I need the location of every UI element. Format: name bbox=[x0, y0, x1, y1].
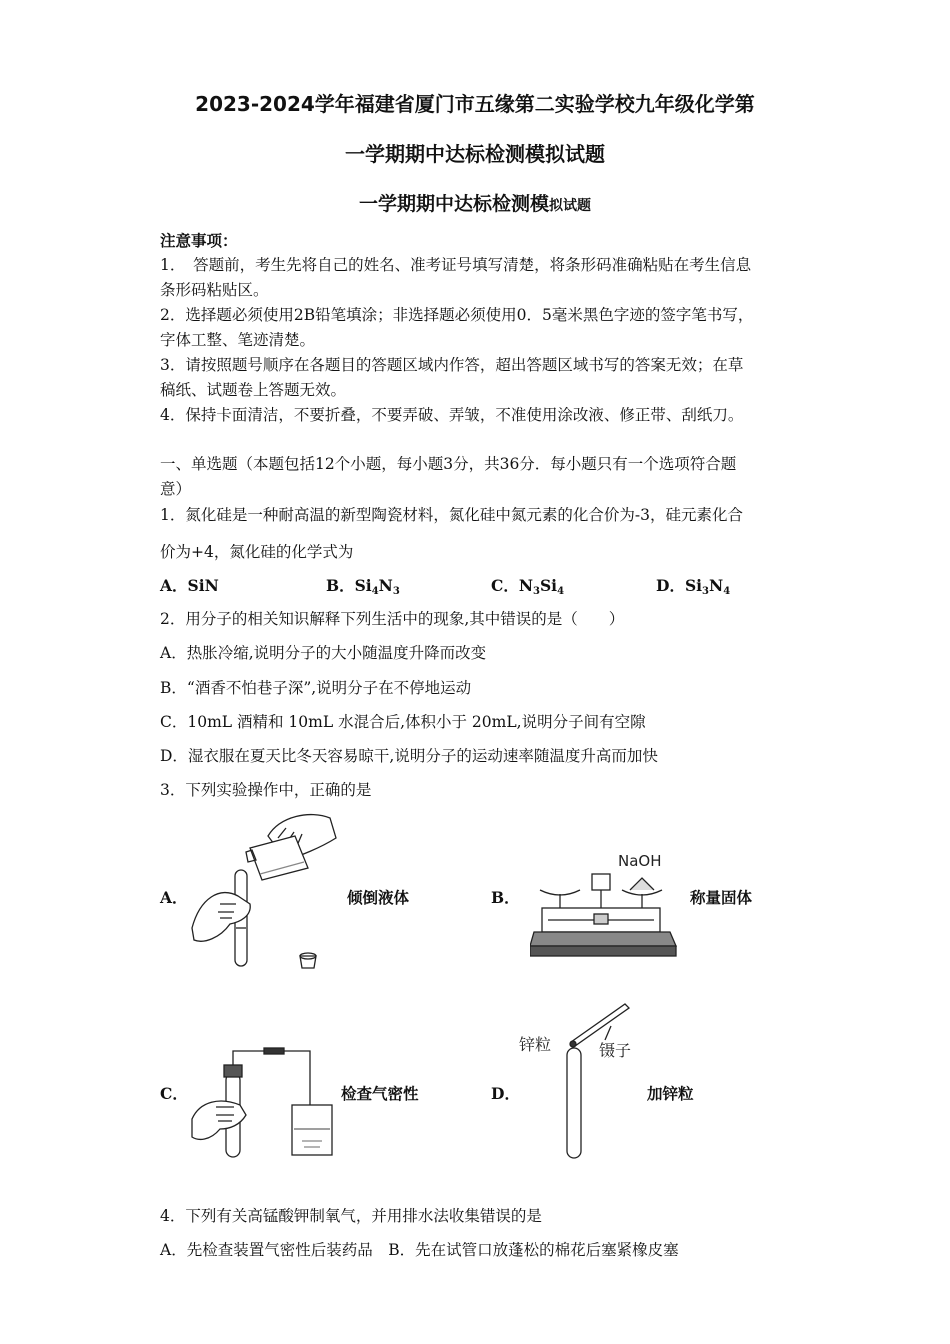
notice-heading: 注意事项： bbox=[160, 231, 238, 250]
notice-item: 稿纸、试题卷上答题无效。 bbox=[160, 381, 347, 399]
naoh-label: NaOH bbox=[618, 852, 662, 870]
q1-b-sub1: 4 bbox=[371, 586, 379, 597]
notice-item: 2．选择题必须使用2B铅笔填涂；非选择题必须使用0．5毫米黑色字迹的签字笔书写， bbox=[160, 306, 754, 324]
q1-stem-cont: 价为+4，氮化硅的化学式为 bbox=[160, 543, 354, 561]
section-heading-cont: 意） bbox=[160, 480, 192, 498]
q1-b-pre: Si bbox=[354, 576, 372, 595]
q3-b-label: B． bbox=[491, 888, 520, 907]
q3-a-label: A． bbox=[160, 888, 188, 907]
balance-figure bbox=[530, 850, 680, 968]
q1-d-sub1: 3 bbox=[702, 586, 710, 597]
tweezers-label: 镊子 bbox=[599, 1041, 632, 1060]
q2-option-d: D．湿衣服在夏天比冬天容易晾干,说明分子的运动速率随温度升高而加快 bbox=[160, 747, 658, 765]
q1-option-b-label: B． bbox=[326, 576, 355, 595]
title-line3-main: 一学期期中达标检测模 bbox=[358, 193, 549, 215]
q2-option-a: A．热胀冷缩,说明分子的大小随温度升降而改变 bbox=[160, 644, 487, 662]
q1-c-sub2: 4 bbox=[557, 586, 565, 597]
q1-option-a-text: SiN bbox=[187, 576, 219, 595]
q1-c-mid: Si bbox=[539, 576, 558, 595]
q3-d-caption: 加锌粒 bbox=[647, 1084, 694, 1103]
q1-b-mid: N bbox=[378, 576, 393, 595]
q1-option-a bbox=[160, 574, 219, 596]
q1-option-d bbox=[656, 574, 730, 597]
page-title-line3 bbox=[0, 189, 950, 216]
q4-options: A．先检查装置气密性后装药品 B．先在试管口放蓬松的棉花后塞紧橡皮塞 bbox=[160, 1241, 679, 1259]
q1-stem: 1．氮化硅是一种耐高温的新型陶瓷材料，氮化硅中氮元素的化合价为-3，硅元素化合 bbox=[160, 506, 743, 524]
q3-stem: 3．下列实验操作中，正确的是 bbox=[160, 781, 372, 799]
q1-option-c bbox=[491, 574, 564, 597]
section-heading: 一、单选题（本题包括12个小题，每小题3分，共36分．每小题只有一个选项符合题 bbox=[160, 455, 737, 473]
title-line3-small: 拟试题 bbox=[549, 198, 591, 214]
notice-item: 3．请按照题号顺序在各题目的答题区域内作答，超出答题区域书写的答案无效；在草 bbox=[160, 356, 744, 374]
q1-d-mid: N bbox=[709, 576, 724, 595]
page-title-line2: 一学期期中达标检测模拟试题 bbox=[345, 142, 605, 166]
q1-d-sub2: 4 bbox=[723, 586, 731, 597]
q1-option-d-label: D． bbox=[656, 576, 685, 595]
zinc-label: 锌粒 bbox=[519, 1035, 552, 1054]
q2-option-b: B．“酒香不怕巷子深”,说明分子在不停地运动 bbox=[160, 679, 472, 697]
q1-option-a-label: A． bbox=[160, 576, 188, 595]
notice-item: 4．保持卡面清洁，不要折叠，不要弄破、弄皱，不准使用涂改液、修正带、刮纸刀。 bbox=[160, 406, 744, 424]
q3-d-label: D． bbox=[491, 1084, 520, 1103]
q3-b-caption: 称量固体 bbox=[690, 888, 753, 907]
notice-item: 条形码粘贴区。 bbox=[160, 281, 269, 299]
q1-option-b bbox=[326, 574, 400, 597]
q1-c-pre: N bbox=[518, 576, 534, 595]
adding-zinc-figure bbox=[515, 1000, 665, 1165]
page-title-line1: 2023-2024学年福建省厦门市五缘第二实验学校九年级化学第 bbox=[195, 92, 755, 116]
notice-item: 字体工整、笔迹清楚。 bbox=[160, 331, 316, 349]
q1-c-sub1: 3 bbox=[533, 586, 540, 597]
notice-item: 1． 答题前，考生先将自己的姓名、准考证号填写清楚，将条形码准确粘贴在考生信息 bbox=[160, 256, 752, 274]
q1-b-sub2: 3 bbox=[392, 586, 400, 597]
q1-option-c-label: C． bbox=[491, 576, 519, 595]
q3-a-caption: 倾倒液体 bbox=[347, 888, 410, 907]
q4-stem: 4．下列有关高锰酸钾制氧气，并用排水法收集错误的是 bbox=[160, 1207, 542, 1225]
q3-c-label: C． bbox=[160, 1084, 188, 1103]
airtightness-figure bbox=[190, 1045, 340, 1163]
q2-option-c: C．10mL 酒精和 10mL 水混合后,体积小于 20mL,说明分子间有空隙 bbox=[160, 713, 646, 731]
pouring-liquid-figure bbox=[190, 808, 340, 973]
q2-stem: 2．用分子的相关知识解释下列生活中的现象,其中错误的是（ ） bbox=[160, 610, 625, 628]
q1-d-pre: Si bbox=[684, 576, 703, 595]
q3-c-caption: 检查气密性 bbox=[341, 1084, 419, 1103]
